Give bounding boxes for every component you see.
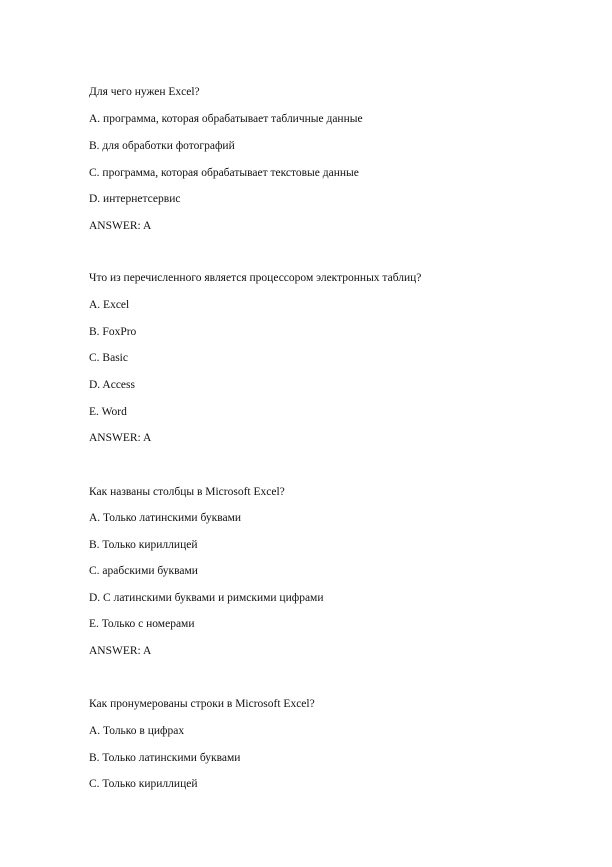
question-3-text: Как названы столбцы в Microsoft Excel? <box>89 486 285 498</box>
question-1-option-a: A. программа, которая обрабатывает табличные данные <box>89 113 363 125</box>
question-2-option-d: D. Access <box>89 379 135 391</box>
question-3-answer: ANSWER: A <box>89 645 152 657</box>
question-4-option-c: C. Только кириллицей <box>89 778 198 790</box>
question-1-option-c: C. программа, которая обрабатывает текстовые данные <box>89 167 359 179</box>
question-1-answer: ANSWER: A <box>89 220 152 232</box>
question-1-option-b: B. для обработки фотографий <box>89 140 235 152</box>
question-3-option-e: E. Только с номерами <box>89 618 195 630</box>
question-3-option-c: C. арабскими буквами <box>89 565 198 577</box>
question-3-option-d: D. С латинскими буквами и римскими цифрами <box>89 592 324 604</box>
question-3-option-b: B. Только кириллицей <box>89 539 198 551</box>
question-3-option-a: A. Только латинскими буквами <box>89 512 242 524</box>
question-1-option-d: D. интернетсервис <box>89 193 181 205</box>
question-2-option-e: E. Word <box>89 406 127 418</box>
question-2-option-b: B. FoxPro <box>89 326 137 338</box>
question-4-option-b: B. Только латинскими буквами <box>89 752 241 764</box>
question-2-text: Что из перечисленного является процессором электронных таблиц? <box>89 272 422 284</box>
question-1-text: Для чего нужен Excel? <box>89 86 200 98</box>
question-2-option-a: A. Excel <box>89 299 130 311</box>
question-4-text: Как пронумерованы строки в Microsoft Excel? <box>89 698 315 710</box>
question-2-answer: ANSWER: A <box>89 432 152 444</box>
question-2-option-c: C. Basic <box>89 352 128 364</box>
question-4-option-a: A. Только в цифрах <box>89 725 185 737</box>
